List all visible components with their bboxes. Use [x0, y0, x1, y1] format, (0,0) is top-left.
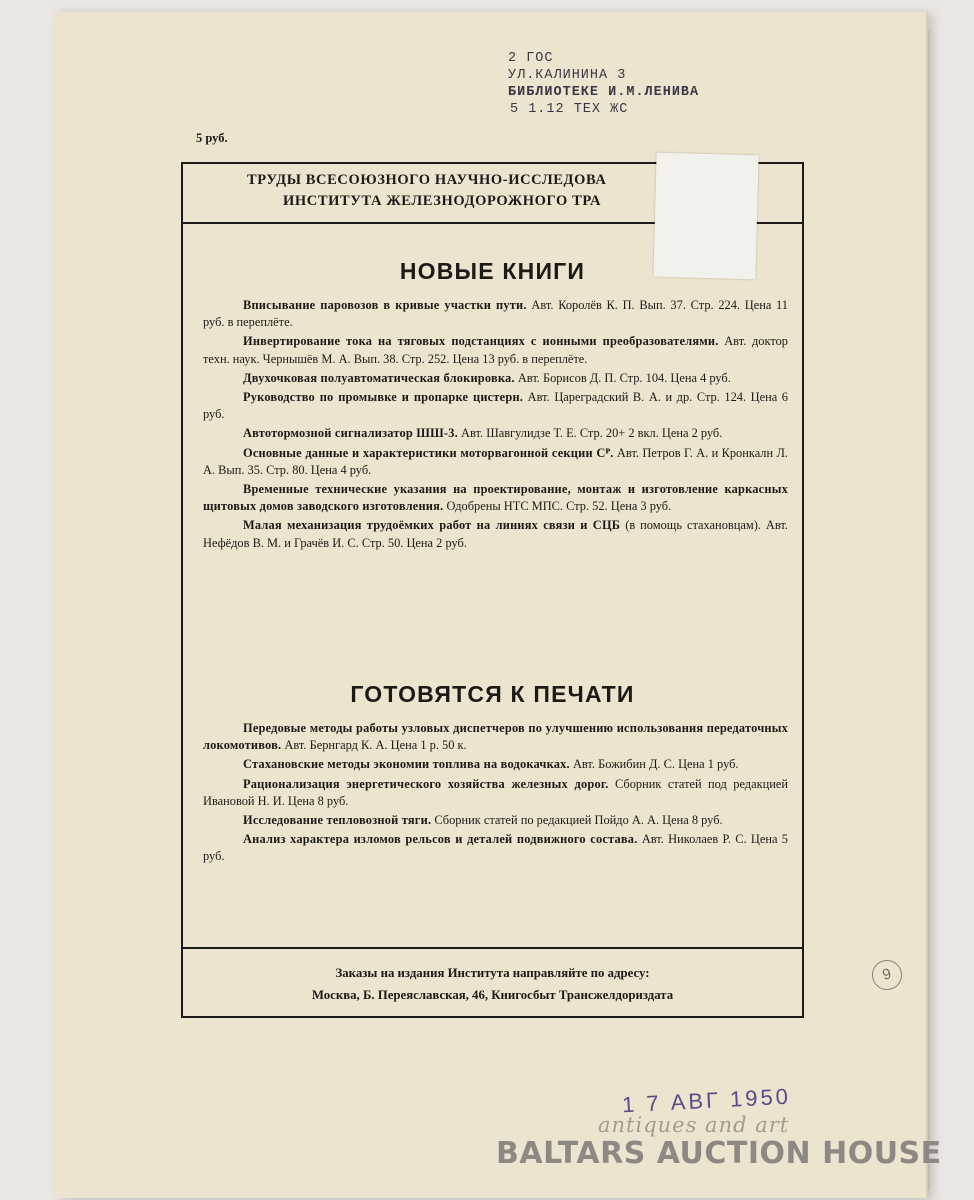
- catalog-frame: [181, 162, 804, 1018]
- date-stamp: 1 7 АВГ 1950: [621, 1083, 792, 1118]
- book-entry: [203, 297, 788, 331]
- circled-number-mark: 9: [869, 957, 906, 994]
- book-details: Авт. Николаев Р. С. Цена 5 руб.: [203, 832, 788, 864]
- book-title: Рационализация энергетического хозяйства железных дорог.: [243, 776, 609, 791]
- book-details: Авт. Королёв К. П. Вып. 37. Стр. 224. Цена 11 руб. в переплёте.: [203, 298, 788, 330]
- book-entry: [203, 445, 788, 479]
- book-title: Временные технические указания на проектирование, монтаж и изготовление каркасных щитовых домов заводского изготовления.: [203, 482, 788, 514]
- book-title: Анализ характера изломов рельсов и деталей подвижного состава.: [243, 832, 638, 847]
- book-title: Двухочковая полуавтоматическая блокировка.: [243, 370, 515, 385]
- book-entry: [203, 720, 788, 754]
- watermark-tagline: antiques and art: [598, 1113, 790, 1137]
- stamp-line-4: 5 1.12 ТЕХ ЖС: [510, 102, 629, 117]
- book-details: Одобрены НТС МПС. Стр. 52. Цена 3 руб.: [446, 499, 672, 514]
- watermark-logo: BALTARS AUCTION HOUSE: [496, 1136, 942, 1171]
- book-entry: [203, 481, 788, 515]
- stamp-line-2: УЛ.КАЛИНИНА 3: [508, 68, 627, 83]
- stamp-line-3: БИБЛИОТЕКЕ И.М.ЛЕНИВА: [508, 85, 700, 100]
- book-entry: [203, 425, 788, 442]
- book-entry: [203, 333, 788, 367]
- book-details: Авт. Цареградский В. А. и др. Стр. 124. Цена 6 руб.: [203, 390, 788, 422]
- book-details: Сборник статей по редакцией Пойдо А. А. Цена 8 руб.: [434, 813, 723, 828]
- book-entry: [203, 756, 788, 773]
- footer-line-1: Заказы на издания Института направляйте по адресу:: [335, 966, 650, 980]
- book-title: Автотормозной сигнализатор ШШ-3.: [243, 426, 458, 441]
- book-details: Авт. Божибин Д. С. Цена 1 руб.: [572, 757, 739, 772]
- book-details: Авт. Борисов Д. П. Стр. 104. Цена 4 руб.: [517, 370, 731, 385]
- forthcoming-list: [203, 720, 788, 868]
- book-details: Авт. Петров Г. А. и Кронкалн Л. А. Вып. 35. Стр. 80. Цена 4 руб.: [203, 445, 788, 477]
- book-title: Основные данные и характеристики моторвагонной секции Сᴾ.: [243, 445, 614, 460]
- library-stamp: [482, 50, 742, 134]
- footer-line-2: Москва, Б. Переяславская, 46, Книгосбыт Трансжелдориздата: [311, 988, 674, 1002]
- price-label: 5 руб.: [196, 131, 228, 145]
- header-line-2: ИНСТИТУТА ЖЕЛЕЗНОДОРОЖНОГО ТРА: [283, 193, 602, 209]
- book-details: (в помощь стахановцам). Авт. Нефёдов В. М. и Грачёв И. С. Стр. 50. Цена 2 руб.: [203, 518, 788, 550]
- book-title: Стахановские методы экономии топлива на водокачках.: [243, 757, 570, 772]
- book-title: Передовые методы работы узловых диспетчеров по улучшению использования передаточных локомотивов.: [203, 721, 788, 753]
- book-title: Вписывание паровозов в кривые участки пути.: [243, 298, 527, 312]
- book-details: Авт. доктор техн. наук. Чернышёв М. А. Вып. 38. Стр. 252. Цена 13 руб. в переплёте.: [203, 334, 788, 366]
- book-title: Исследование тепловозной тяги.: [243, 813, 432, 828]
- book-title: Малая механизация трудоёмких работ на линиях связи и СЦБ: [243, 518, 621, 533]
- book-details: Авт. Шавгулидзе Т. Е. Стр. 20+ 2 вкл. Цена 2 руб.: [461, 426, 723, 441]
- book-entry: [203, 812, 788, 829]
- book-entry: [203, 831, 788, 865]
- book-entry: [203, 776, 788, 810]
- forthcoming-title: ГОТОВЯТСЯ К ПЕЧАТИ: [350, 681, 635, 707]
- book-details: Сборник статей под редакцией Ивановой Н. И. Цена 8 руб.: [203, 776, 788, 808]
- book-title: Инвертирование тока на тяговых подстанциях с ионными преобразователями.: [243, 334, 719, 349]
- book-entry: [203, 517, 788, 551]
- book-entry: [203, 389, 788, 423]
- order-address: [183, 947, 802, 1016]
- book-details: Авт. Бернгард К. А. Цена 1 р. 50 к.: [284, 738, 467, 753]
- book-entry: [203, 370, 788, 387]
- book-title: Руководство по промывке и пропарке цистерн.: [243, 390, 524, 405]
- new-books-list: [203, 297, 788, 554]
- new-books-title: НОВЫЕ КНИГИ: [399, 258, 586, 284]
- header-line-1: ТРУДЫ ВСЕСОЮЗНОГО НАУЧНО-ИССЛЕДОВА: [247, 172, 607, 188]
- stamp-line-1: 2 ГОС: [508, 51, 554, 66]
